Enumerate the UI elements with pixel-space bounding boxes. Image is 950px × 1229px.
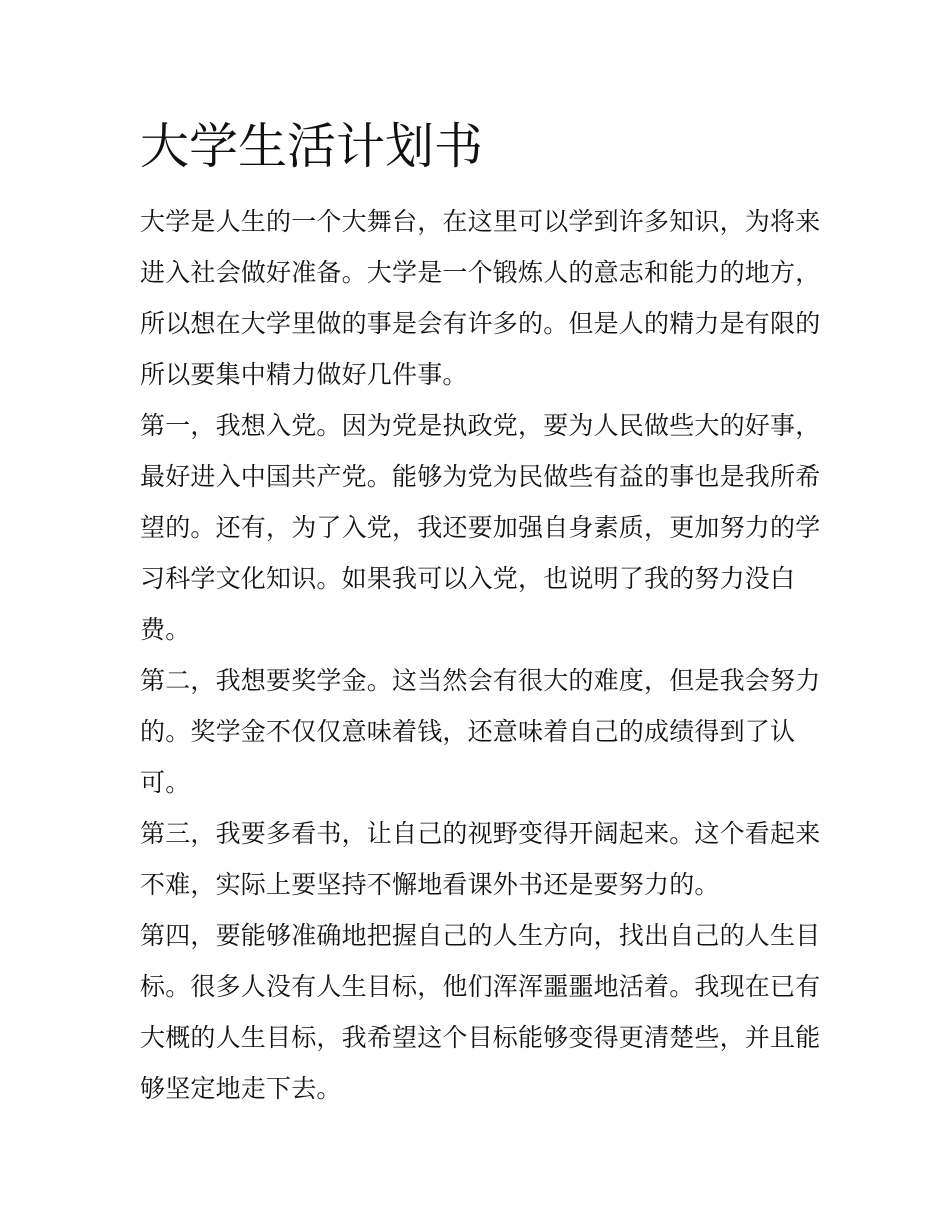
text-line: 费。	[140, 615, 191, 644]
text-line: 所以想在大学里做的事是会有许多的。但是人的精力是有限的	[140, 309, 821, 338]
document-body	[140, 196, 821, 1114]
text-line: 最好进入中国共产党。能够为党为民做些有益的事也是我所希	[140, 462, 821, 491]
plan-paragraph-3	[140, 808, 821, 910]
text-line: 的。奖学金不仅仅意味着钱，还意味着自己的成绩得到了认	[140, 717, 796, 746]
plan-paragraph-1	[140, 400, 821, 655]
text-line: 所以要集中精力做好几件事。	[140, 360, 468, 389]
plan-paragraph-4	[140, 910, 821, 1114]
text-line: 第四，要能够准确地把握自己的人生方向，找出自己的人生目	[140, 921, 821, 950]
plan-paragraph-2	[140, 655, 821, 808]
text-line: 进入社会做好准备。大学是一个锻炼人的意志和能力的地方，	[140, 258, 821, 287]
text-line: 可。	[140, 768, 191, 797]
intro-paragraph	[140, 196, 821, 400]
text-line: 标。很多人没有人生目标，他们浑浑噩噩地活着。我现在已有	[140, 972, 821, 1001]
text-line: 第一，我想入党。因为党是执政党，要为人民做些大的好事，	[140, 411, 821, 440]
text-line: 第三，我要多看书，让自己的视野变得开阔起来。这个看起来	[140, 819, 821, 848]
document-title: 大学生活计划书	[140, 118, 484, 175]
text-line: 第二，我想要奖学金。这当然会有很大的难度，但是我会努力	[140, 666, 821, 695]
text-line: 大学是人生的一个大舞台，在这里可以学到许多知识，为将来	[140, 207, 821, 236]
text-line: 望的。还有，为了入党，我还要加强自身素质，更加努力的学	[140, 513, 821, 542]
text-line: 习科学文化知识。如果我可以入党，也说明了我的努力没白	[140, 564, 796, 593]
text-line: 不难，实际上要坚持不懈地看课外书还是要努力的。	[140, 870, 720, 899]
text-line: 大概的人生目标，我希望这个目标能够变得更清楚些，并且能	[140, 1023, 821, 1052]
text-line: 够坚定地走下去。	[140, 1074, 342, 1103]
